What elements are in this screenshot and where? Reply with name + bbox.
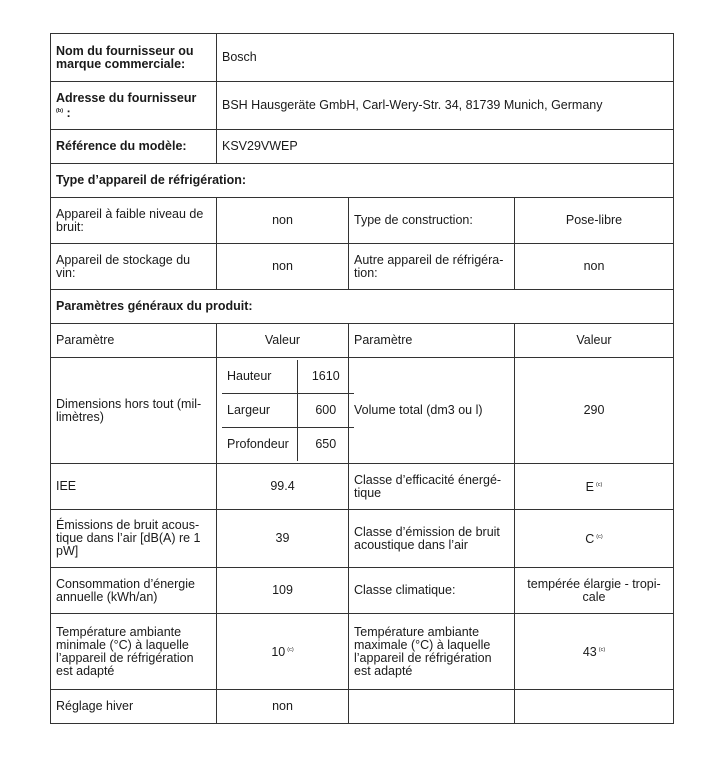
col-header-value-2: Valeur	[515, 324, 674, 358]
dimensions-subtable	[222, 360, 354, 461]
noise-emission-value: 39	[217, 510, 349, 568]
min-temp-cell	[217, 614, 349, 690]
low-noise-value: non	[217, 198, 349, 244]
efficiency-class-value: E	[585, 480, 594, 494]
model-label: Référence du modèle:	[51, 130, 217, 164]
empty-cell-1	[349, 690, 515, 724]
height-label: Hauteur	[227, 369, 272, 383]
dimensions-subtable-cell	[217, 358, 349, 464]
winter-setting-label: Réglage hiver	[51, 690, 217, 724]
empty-cell-2	[515, 690, 674, 724]
supplier-address-label: Adresse du fournisseur	[56, 90, 197, 105]
climate-class-label: Classe climatique:	[349, 568, 515, 614]
supplier-address-value: BSH Hausgeräte GmbH, Carl-Wery-Str. 34, 81739 Munich, Germany	[217, 82, 674, 130]
col-header-value-1: Valeur	[217, 324, 349, 358]
energy-consumption-value: 109	[217, 568, 349, 614]
supplier-address-colon: :	[66, 105, 71, 120]
depth-value: 650	[297, 428, 354, 462]
efficiency-class-cell	[515, 464, 674, 510]
product-info-sheet	[50, 33, 674, 724]
max-temp-note: (c)	[598, 647, 606, 653]
noise-class-label: Classe d’émission de bruit acoustique dans l’air	[349, 510, 515, 568]
width-label: Largeur	[222, 394, 297, 428]
supplier-address-label-cell	[51, 82, 217, 130]
noise-class-value: C	[585, 532, 595, 546]
efficiency-class-note: (c)	[595, 482, 603, 488]
low-noise-label: Appareil à faible niveau de bruit:	[51, 198, 217, 244]
model-value: KSV29VWEP	[217, 130, 674, 164]
construction-label: Type de construction:	[349, 198, 515, 244]
supplier-name-label: Nom du fournisseur ou marque commerciale:	[51, 34, 217, 82]
construction-value: Pose-libre	[515, 198, 674, 244]
depth-label: Profondeur	[222, 428, 297, 462]
iee-label: IEE	[51, 464, 217, 510]
noise-class-cell	[515, 510, 674, 568]
col-header-param-2: Paramètre	[349, 324, 515, 358]
efficiency-class-label: Classe d’efficacité énergé-tique	[349, 464, 515, 510]
max-temp-label: Température ambiante maximale (°C) à laquelle l’appareil de réfrigération est adapté	[349, 614, 515, 690]
max-temp-cell	[515, 614, 674, 690]
iee-value: 99.4	[217, 464, 349, 510]
wine-storage-value: non	[217, 244, 349, 290]
wine-storage-label: Appareil de stockage du vin:	[51, 244, 217, 290]
width-value: 600	[297, 394, 354, 428]
max-temp-value: 43	[582, 645, 597, 659]
min-temp-label: Température ambiante minimale (°C) à laquelle l’appareil de réfrigération est adapté	[51, 614, 217, 690]
climate-class-value: tempérée élargie - tropi-cale	[515, 568, 674, 614]
appliance-type-heading: Type d’appareil de réfrigération:	[51, 164, 674, 198]
noise-class-note: (c)	[596, 534, 603, 540]
general-params-heading: Paramètres généraux du produit:	[51, 290, 674, 324]
min-temp-value: 10	[271, 645, 286, 659]
energy-consumption-label: Consommation d’énergie annuelle (kWh/an)	[51, 568, 217, 614]
volume-label: Volume total (dm3 ou l)	[349, 358, 515, 464]
height-value: 1610	[297, 360, 354, 394]
supplier-name-value: Bosch	[217, 34, 674, 82]
min-temp-note: (c)	[287, 647, 294, 653]
winter-setting-value: non	[217, 690, 349, 724]
other-appliance-value: non	[515, 244, 674, 290]
col-header-param-1: Paramètre	[51, 324, 217, 358]
supplier-address-note: (b)	[56, 107, 64, 114]
dimensions-label: Dimensions hors tout (mil-limètres)	[51, 358, 217, 464]
volume-value: 290	[515, 358, 674, 464]
other-appliance-label: Autre appareil de réfrigéra-tion:	[349, 244, 515, 290]
noise-emission-label: Émissions de bruit acous-tique dans l’air [dB(A) re 1 pW]	[51, 510, 217, 568]
